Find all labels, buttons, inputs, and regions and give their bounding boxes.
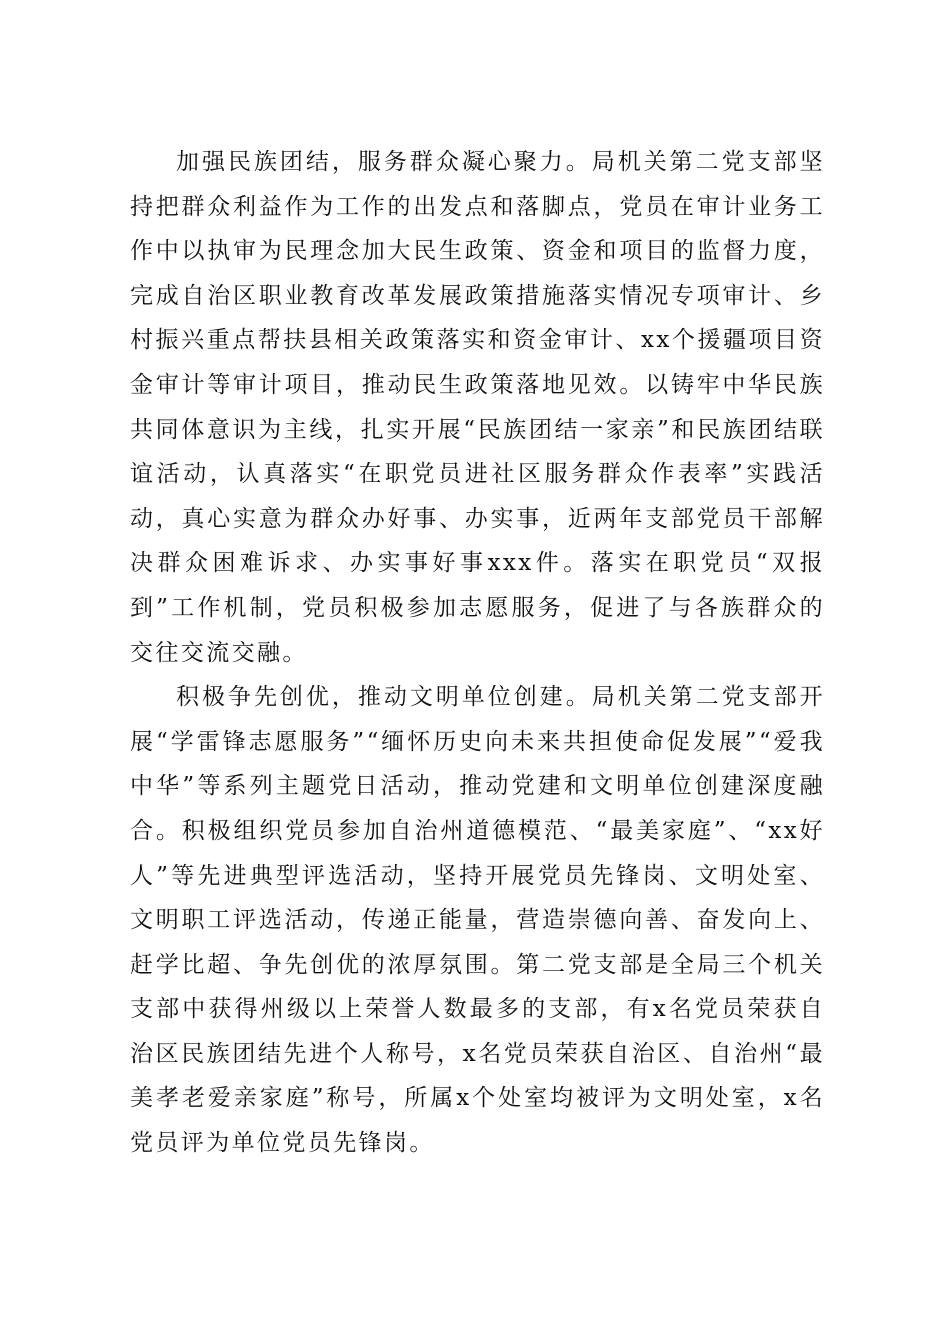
document-body [130, 140, 825, 1166]
paragraph-civilized-unit: 积极争先创优，推动文明单位创建。局机关第二党支部开展“学雷锋志愿服务”“缅怀历史向未来共担使命促发展”“爱我中华”等系列主题党日活动，推动党建和文明单位创建深度融合。积极组织党员参加自治州道德模范、“最美家庭”、“xx好人”等先进典型评选活动，坚持开展党员先锋岗、文明处室、文明职工评选活动，传递正能量，营造崇德向善、奋发向上、赶学比超、争先创优的浓厚氛围。第二党支部是全局三个机关支部中获得州级以上荣誉人数最多的支部，有x名党员荣获自治区民族团结先进个人称号，x名党员荣获自治区、自治州“最美孝老爱亲家庭”称号，所属x个处室均被评为文明处室，x名党员评为单位党员先锋岗。 [130, 684, 825, 1157]
paragraph-ethnic-unity: 加强民族团结，服务群众凝心聚力。局机关第二党支部坚持把群众利益作为工作的出发点和落脚点，党员在审计业务工作中以执审为民理念加大民生政策、资金和项目的监督力度，完成自治区职业教育改革发展政策措施落实情况专项审计、乡村振兴重点帮扶县相关政策落实和资金审计、xx个援疆项目资金审计等审计项目，推动民生政策落地见效。以铸牢中华民族共同体意识为主线，扎实开展“民族团结一家亲”和民族团结联谊活动，认真落实“在职党员进社区服务群众作表率”实践活动，真心实意为群众办好事、办实事，近两年支部党员干部解决群众困难诉求、办实事好事xxx件。落实在职党员“双报到”工作机制，党员积极参加志愿服务，促进了与各族群众的交往交流交融。 [130, 149, 825, 666]
